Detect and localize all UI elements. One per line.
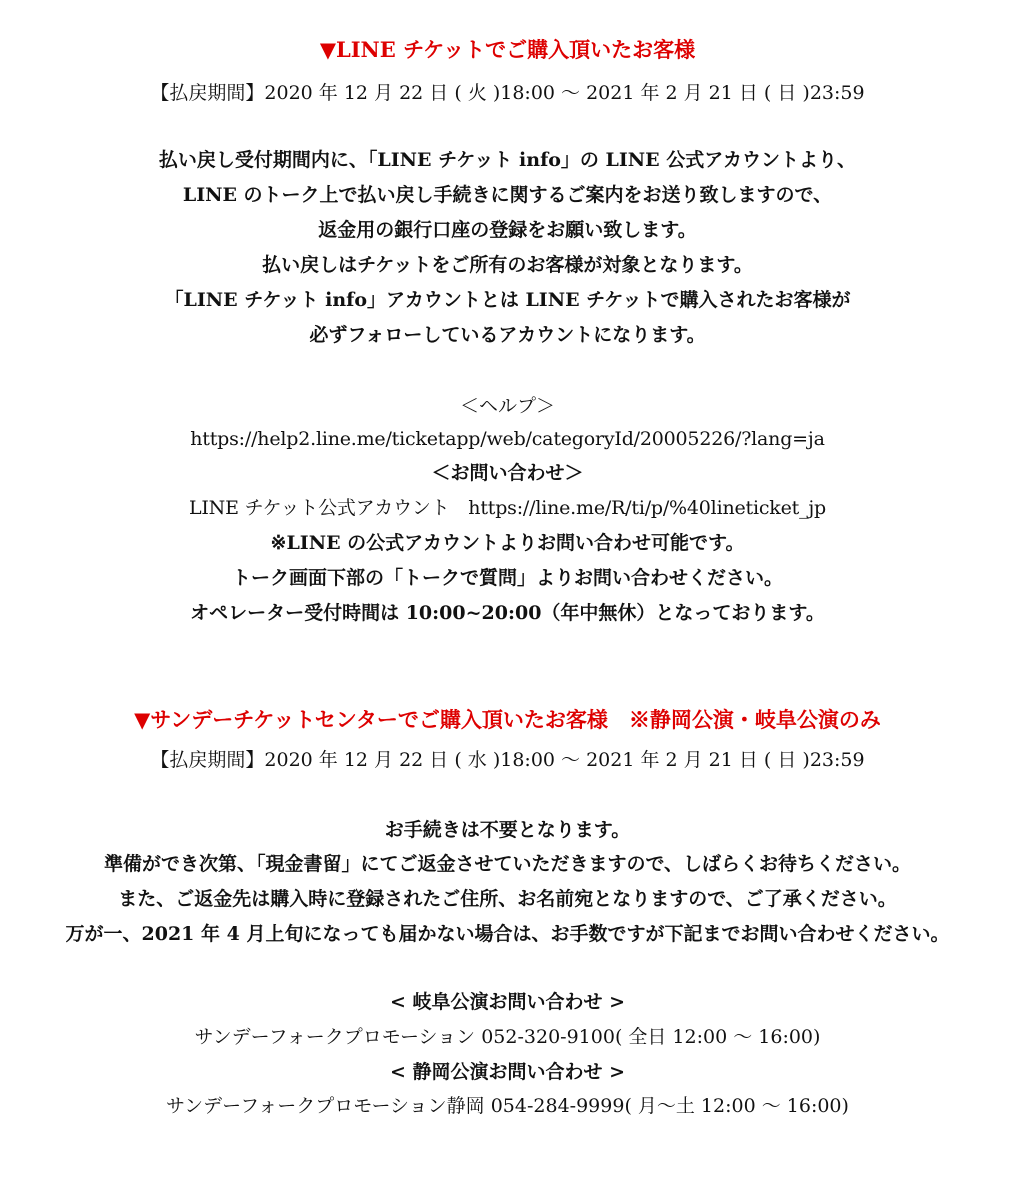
shizuoka-contact-label: < 静岡公演お問い合わせ > (389, 1061, 626, 1083)
line-ticket-contact-link[interactable]: LINE チケット公式アカウント https://line.me/R/ti/p/%40lineticket_jp (188, 497, 827, 519)
line-ticket-body-2: LINE のトーク上で払い戻し手続きに関するご案内をお送り致しますので、 (182, 184, 833, 206)
line-ticket-body-1: 払い戻し受付期間内に、「LINE チケット info」の LINE 公式アカウントより、 (158, 149, 857, 171)
line-ticket-note-2: トーク画面下部の「トークで質問」よりお問い合わせください。 (231, 567, 783, 589)
help-url-link[interactable]: https://help2.line.me/ticketapp/web/categoryId/20005226/?lang=ja (190, 428, 825, 450)
gifu-contact-info: サンデーフォークプロモーション 052-320-9100( 全日 12:00 ～ 16:00) (194, 1026, 821, 1048)
sunday-ticket-heading: ▼サンデーチケットセンターでご購入頂いたお客様 ※静岡公演・岐阜公演のみ (134, 707, 881, 732)
line-ticket-heading: ▼LINE チケットでご購入頂いたお客様 (319, 37, 696, 62)
gifu-contact-label: < 岐阜公演お問い合わせ > (389, 991, 626, 1013)
line-ticket-refund-period: 【払戻期間】2020 年 12 月 22 日 ( 火 )18:00 ～ 2021 年 2 月 21 日 ( 日 )23:59 (150, 82, 865, 104)
sunday-ticket-body-2: 準備ができ次第、「現金書留」にてご返金させていただきますので、しばらくお待ちください。 (103, 853, 912, 875)
line-ticket-body-5: 「LINE チケット info」アカウントとは LINE チケットで購入されたお客様が (164, 289, 851, 311)
sunday-ticket-body-1: お手続きは不要となります。 (384, 819, 631, 841)
line-ticket-note-3: オペレーター受付時間は 10:00~20:00（年中無休）となっております。 (190, 602, 825, 624)
sunday-ticket-refund-period: 【払戻期間】2020 年 12 月 22 日 ( 水 )18:00 ～ 2021 年 2 月 21 日 ( 日 )23:59 (150, 749, 865, 771)
shizuoka-contact-info: サンデーフォークプロモーション静岡 054-284-9999( 月～土 12:00 ～ 16:00) (166, 1095, 849, 1117)
sunday-ticket-body-3: また、ご返金先は購入時に登録されたご住所、お名前宛となりますので、ご了承ください。 (118, 888, 897, 910)
line-ticket-body-6: 必ずフォローしているアカウントになります。 (309, 324, 706, 346)
line-ticket-body-4: 払い戻しはチケットをご所有のお客様が対象となります。 (262, 254, 753, 276)
help-label: ＜ヘルプ＞ (459, 395, 555, 417)
line-ticket-note-1: ※LINE の公式アカウントよりお問い合わせ可能です。 (270, 532, 745, 554)
contact-label: ＜お問い合わせ＞ (431, 462, 584, 484)
sunday-ticket-body-4: 万が一、2021 年 4 月上旬になっても届かない場合は、お手数ですが下記までお問い合わせください。 (65, 923, 950, 945)
line-ticket-body-3: 返金用の銀行口座の登録をお願い致します。 (318, 219, 697, 241)
